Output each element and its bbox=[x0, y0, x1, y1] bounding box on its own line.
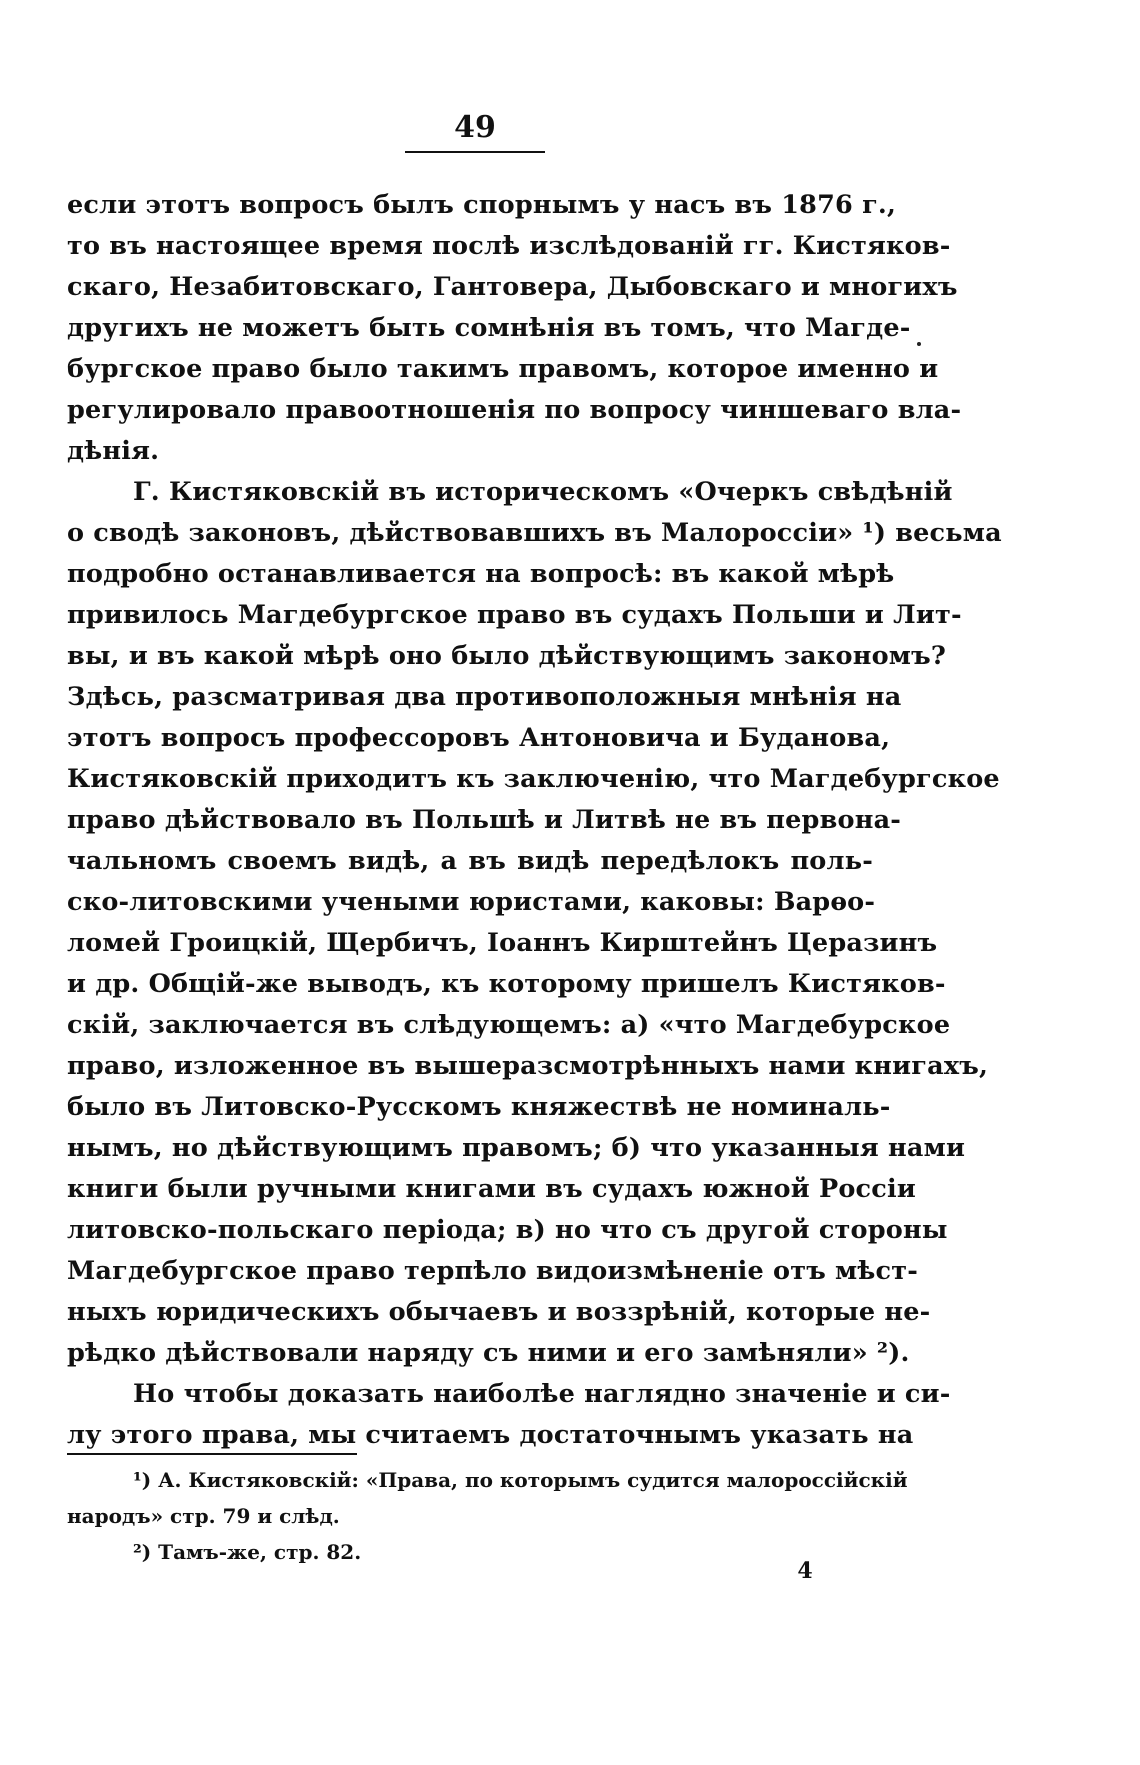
text-line: регулировало правоотношенія по вопросу чиншеваго вла- bbox=[67, 395, 962, 425]
text-line: то въ настоящее время послѣ изслѣдованій гг. Кистяков- bbox=[67, 231, 951, 261]
paragraph-start-line: Г. Кистяковскій въ историческомъ «Очеркъ свѣдѣній bbox=[133, 477, 953, 507]
text-line: Магдебургское право терпѣло видоизмѣненіе отъ мѣст- bbox=[67, 1256, 919, 1286]
text-line: бургское право было такимъ правомъ, которое именно и bbox=[67, 354, 939, 384]
paragraph-start-line: Но чтобы доказать наиболѣе наглядно значеніе и си- bbox=[133, 1379, 951, 1409]
footnote-rule bbox=[67, 1453, 357, 1455]
text-line: нымъ, но дѣйствующимъ правомъ; б) что указанныя нами bbox=[67, 1133, 966, 1163]
body-text bbox=[67, 185, 1002, 1456]
text-line: и др. Общій-же выводъ, къ которому пришелъ Кистяков- bbox=[67, 969, 946, 999]
text-line: лу этого права, мы считаемъ достаточнымъ указать на bbox=[67, 1420, 914, 1450]
text-line: было въ Литовско-Русскомъ княжествѣ не номиналь- bbox=[67, 1092, 891, 1122]
text-line: этотъ вопросъ профессоровъ Антоновича и Буданова, bbox=[67, 723, 891, 753]
text-line: право дѣйствовало въ Польшѣ и Литвѣ не въ первона- bbox=[67, 805, 902, 835]
text-line: литовско-польскаго періода; в) но что съ другой стороны bbox=[67, 1215, 948, 1245]
text-line: чальномъ своемъ видѣ, а въ видѣ передѣлокъ поль- bbox=[67, 846, 873, 876]
text-line: ломей Гроицкій, Щербичъ, Іоаннъ Кирштейнъ Церазинъ bbox=[67, 928, 938, 958]
text-line: привилось Магдебургское право въ судахъ Польши и Лит- bbox=[67, 600, 962, 630]
page-number: 49 bbox=[454, 110, 496, 145]
text-line: подробно останавливается на вопросѣ: въ какой мѣрѣ bbox=[67, 559, 895, 589]
text-line: право, изложенное въ вышеразсмотрѣнныхъ нами книгахъ, bbox=[67, 1051, 989, 1081]
text-line: книги были ручными книгами въ судахъ южной Россіи bbox=[67, 1174, 916, 1204]
text-line: другихъ не можетъ быть сомнѣнія въ томъ, что Магде- bbox=[67, 313, 911, 343]
page-number-rule bbox=[405, 151, 545, 153]
text-line: дѣнія. bbox=[67, 436, 160, 466]
text-line: если этотъ вопросъ былъ спорнымъ у насъ въ 1876 г., bbox=[67, 190, 897, 220]
text-line: скаго, Незабитовскаго, Гантовера, Дыбовскаго и многихъ bbox=[67, 272, 958, 302]
margin-speck bbox=[917, 342, 921, 346]
text-line: ныхъ юридическихъ обычаевъ и воззрѣній, которые не- bbox=[67, 1297, 931, 1327]
footnote-line: народъ» стр. 79 и слѣд. bbox=[67, 1504, 340, 1528]
text-line: скій, заключается въ слѣдующемъ: а) «что Магдебурское bbox=[67, 1010, 951, 1040]
text-line: вы, и въ какой мѣрѣ оно было дѣйствующимъ закономъ? bbox=[67, 641, 947, 671]
text-line: ско-литовскими учеными юристами, каковы: Варѳо- bbox=[67, 887, 876, 917]
text-line: о сводѣ законовъ, дѣйствовавшихъ въ Малороссіи» ¹) весьма bbox=[67, 518, 1002, 548]
text-line: Кистяковскій приходитъ къ заключенію, что Магдебургское bbox=[67, 764, 1000, 794]
signature-mark: 4 bbox=[797, 1558, 813, 1584]
text-line: Здѣсь, разсматривая два противоположныя мнѣнія на bbox=[67, 682, 902, 712]
footnotes bbox=[67, 1462, 908, 1570]
footnote-line: ¹) А. Кистяковскій: «Права, по которымъ судится малороссійскій bbox=[133, 1468, 908, 1492]
footnote-line: ²) Тамъ-же, стр. 82. bbox=[133, 1540, 362, 1564]
text-line: рѣдко дѣйствовали наряду съ ними и его замѣняли» ²). bbox=[67, 1338, 910, 1368]
